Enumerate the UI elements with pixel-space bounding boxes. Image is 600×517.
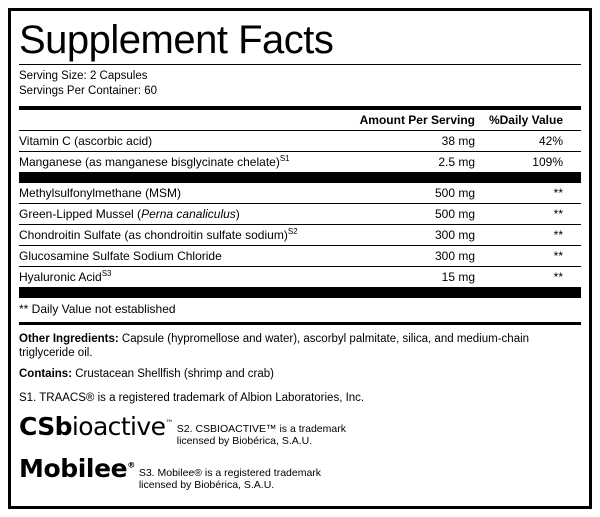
- nutrient-amount: 500 mg: [385, 204, 475, 225]
- mobilee-logo: [19, 456, 135, 482]
- nutrient-name: [19, 204, 385, 225]
- mobilee-footnote: [139, 456, 321, 491]
- nutrient-name-text: Hyaluronic Acid: [19, 270, 102, 284]
- csbioactive-footnote-line1: S2. CSBIOACTIVE™ is a trademark: [176, 423, 346, 435]
- mobilee-logo-part2: lee: [85, 454, 128, 483]
- servings-per-container: Servings Per Container: 60: [19, 85, 158, 97]
- nutrient-name: [19, 225, 385, 246]
- other-ingredients-label: Other Ingredients:: [19, 333, 119, 345]
- divider-below-table: [19, 287, 581, 298]
- nutrient-name: [19, 152, 360, 173]
- nutrient-name-superscript: S1: [279, 154, 290, 163]
- nutrient-name: Vitamin C (ascorbic acid): [19, 131, 360, 152]
- nutrition-table: [19, 110, 581, 172]
- table-row: [19, 225, 581, 246]
- registered-symbol: ®: [127, 460, 135, 470]
- nutrient-daily-value: 42%: [475, 131, 581, 152]
- nutrient-daily-value: **: [475, 183, 581, 204]
- mobilee-logo-part1: Mobi: [19, 454, 86, 483]
- nutrient-name-superscript: S2: [287, 227, 298, 236]
- nutrient-name: Glucosamine Sulfate Sodium Chloride: [19, 246, 385, 267]
- footnote-s1: S1. TRAACS® is a registered trademark of Albion Laboratories, Inc.: [19, 392, 365, 404]
- nutrient-daily-value: **: [553, 270, 563, 284]
- nutrient-name: Methylsulfonylmethane (MSM): [19, 183, 385, 204]
- nutrient-amount: 300 mg: [385, 246, 475, 267]
- divider-under-title: [19, 64, 581, 65]
- nutrient-name-text: Green-Lipped Mussel (: [19, 207, 142, 221]
- contains-text: Crustacean Shellfish (shrimp and crab): [72, 368, 275, 380]
- nutrient-amount: 500 mg: [385, 183, 475, 204]
- csbioactive-logo-bold: CSb: [19, 412, 72, 441]
- serving-size: Serving Size: 2 Capsules: [19, 70, 148, 82]
- other-ingredients-text: Capsule (hypromellose and water), ascorbyl palmitate, silica, and medium-chain triglyceride oil.: [19, 333, 530, 359]
- table-row: [19, 152, 581, 173]
- nutrient-name-text: Manganese (as manganese bisglycinate chelate): [19, 155, 280, 169]
- nutrient-amount: 15 mg: [441, 270, 475, 284]
- mobilee-footnote-line2: licensed by Biobérica, S.A.U.: [138, 479, 275, 491]
- header-amount-per-serving: Amount Per Serving: [360, 110, 475, 131]
- nutrient-amount: 2.5 mg: [438, 155, 475, 169]
- contains-label: Contains:: [19, 368, 73, 380]
- nutrient-name: [19, 267, 385, 288]
- table-header-row: [19, 110, 581, 131]
- csbioactive-footnote: [177, 414, 346, 447]
- nutrient-name-text: Chondroitin Sulfate (as chondroitin sulfate sodium): [19, 228, 288, 242]
- csbioactive-logo-row: [19, 414, 581, 447]
- table-row: [19, 131, 581, 152]
- nutrient-name-superscript: S3: [101, 269, 112, 278]
- csbioactive-footnote-line2: licensed by Biobérica, S.A.U.: [176, 435, 313, 447]
- header-nutrient: [19, 110, 360, 131]
- nutrient-daily-value: **: [475, 225, 581, 246]
- csbioactive-logo-light: ioactive: [71, 412, 166, 441]
- mobilee-logo-row: [19, 456, 581, 491]
- nutrient-daily-value: **: [475, 246, 581, 267]
- nutrient-amount: 38 mg: [360, 131, 475, 152]
- label-content: [19, 18, 581, 491]
- divider-group-separator: [19, 172, 581, 183]
- table-row: [19, 204, 581, 225]
- header-daily-value: %Daily Value: [475, 110, 581, 131]
- nutrient-name-latin: Perna canaliculus: [141, 207, 236, 221]
- nutrition-table-secondary: [19, 183, 581, 287]
- nutrient-amount: 300 mg: [385, 225, 475, 246]
- divider-above-ingredients: [19, 322, 581, 325]
- trademark-symbol: ™: [165, 418, 173, 428]
- page-title: Supplement Facts: [19, 18, 334, 62]
- contains-statement: [19, 367, 581, 381]
- nutrient-daily-value: 109%: [532, 155, 563, 169]
- nutrient-daily-value: **: [475, 204, 581, 225]
- table-row: [19, 267, 581, 288]
- nutrient-name-text-after: ): [235, 207, 240, 221]
- other-ingredients: [19, 332, 581, 360]
- csbioactive-logo: [19, 414, 173, 440]
- daily-value-note: ** Daily Value not established: [19, 302, 176, 316]
- mobilee-footnote-line1: S3. Mobilee® is a registered trademark: [138, 467, 322, 479]
- table-row: [19, 246, 581, 267]
- table-row: [19, 183, 581, 204]
